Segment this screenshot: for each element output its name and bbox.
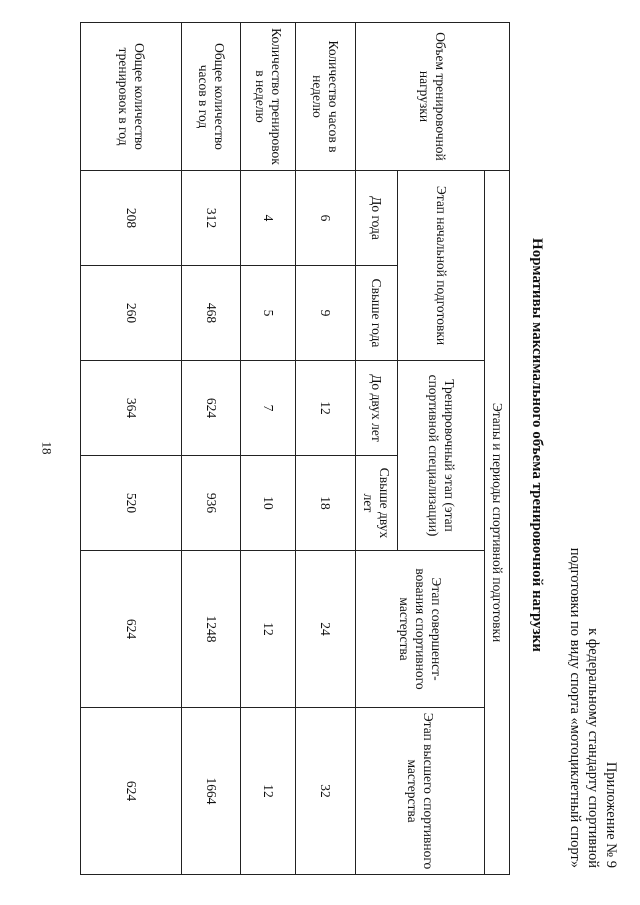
stage-highest-header: Этап высшего спортивного мастерства: [355, 708, 484, 875]
table-cell: 1248: [181, 551, 240, 708]
rotated-page-content: [30, 0, 640, 890]
document-title: Нормативы максимального объема тренировочной нагрузки: [529, 238, 545, 652]
appendix-header: [566, 548, 620, 868]
table-cell: 12: [241, 551, 296, 708]
table-cell: 5: [241, 266, 296, 361]
table-cell: 364: [81, 361, 182, 456]
table-row: [241, 23, 296, 875]
sub-over-year: Свыше года: [355, 266, 397, 361]
appendix-line-3: подготовки по виду спорта «мотоциклетный спорт»: [567, 547, 583, 868]
stage-training-header: Тренировочный этап (этап спортивной специализации): [397, 361, 484, 551]
table-cell: 32: [296, 708, 355, 875]
sub-up-to-two-years: До двух лет: [355, 361, 397, 456]
table-row: [81, 23, 182, 875]
training-load-table: [80, 22, 510, 875]
table-cell: 24: [296, 551, 355, 708]
table-cell: 624: [81, 708, 182, 875]
sub-up-to-year: До года: [355, 171, 397, 266]
table-cell: 4: [241, 171, 296, 266]
table-cell: 936: [181, 456, 240, 551]
page-number: 18: [39, 441, 55, 455]
table-row: [181, 23, 240, 875]
row-label: Количество тренировок в неделю: [241, 23, 296, 171]
appendix-line-2: к федеральному стандарту спортивной: [585, 628, 601, 868]
table-cell: 520: [81, 456, 182, 551]
table-cell: 312: [181, 171, 240, 266]
row-label: Общее количество тренировок в год: [81, 23, 182, 171]
stage-initial-header: Этап начальной подготовки: [397, 171, 484, 361]
table-cell: 7: [241, 361, 296, 456]
stage-improvement-header: Этап совершенст-вования спортивного мастерства: [355, 551, 484, 708]
table-cell: 9: [296, 266, 355, 361]
table-cell: 18: [296, 456, 355, 551]
table-cell: 624: [81, 551, 182, 708]
group-header-cell: Этапы и периоды спортивной подготовки: [484, 171, 509, 875]
sub-over-two-years: Свыше двух лет: [355, 456, 397, 551]
table-cell: 1664: [181, 708, 240, 875]
table-cell: 10: [241, 456, 296, 551]
table-cell: 12: [241, 708, 296, 875]
table-cell: 260: [81, 266, 182, 361]
table-cell: 12: [296, 361, 355, 456]
row-header-cell: Объем тренировочной нагрузки: [355, 23, 509, 171]
table-row: [296, 23, 355, 875]
table-cell: 208: [81, 171, 182, 266]
table-cell: 624: [181, 361, 240, 456]
row-label: Количество часов в неделю: [296, 23, 355, 171]
appendix-number: Приложение № 9: [603, 761, 619, 868]
row-label: Общее количество часов в год: [181, 23, 240, 171]
table-cell: 468: [181, 266, 240, 361]
table-cell: 6: [296, 171, 355, 266]
